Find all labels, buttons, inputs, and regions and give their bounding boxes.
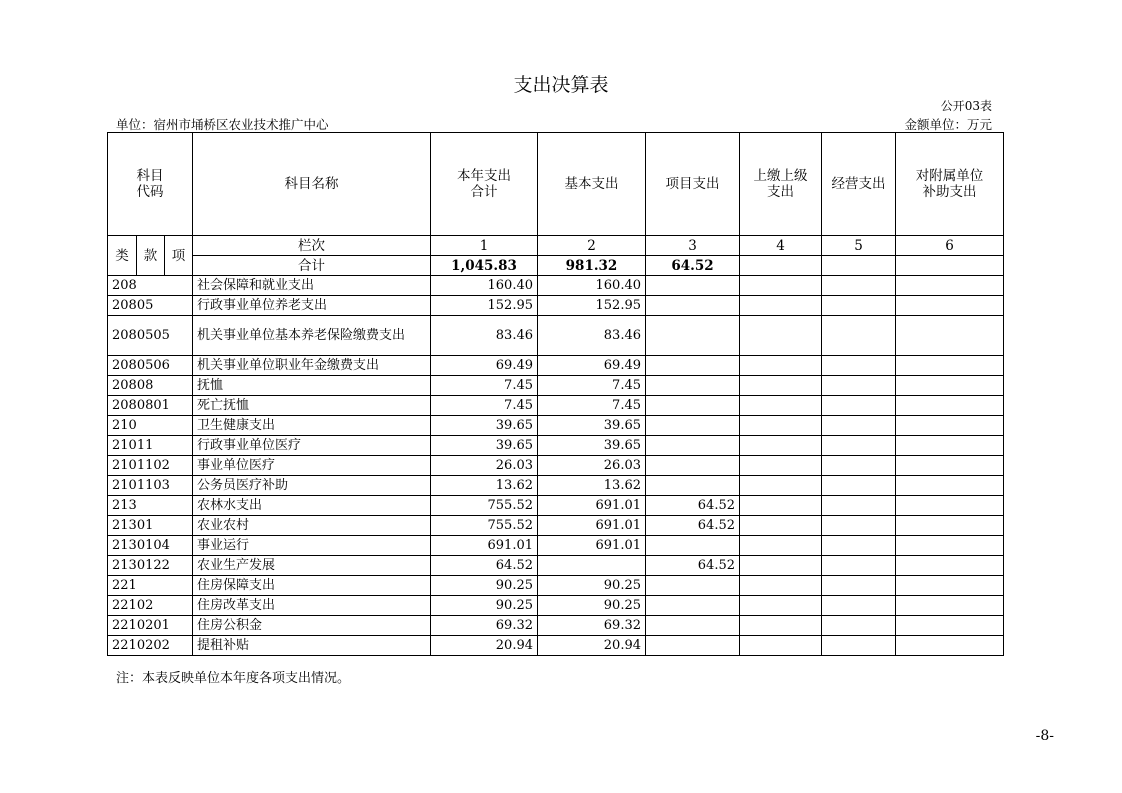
row-name: 公务员医疗补助 bbox=[193, 476, 431, 496]
row-upper bbox=[740, 396, 822, 416]
row-upper bbox=[740, 296, 822, 316]
row-business bbox=[822, 636, 896, 656]
row-subsidy bbox=[896, 296, 1004, 316]
page-number: -8- bbox=[1035, 728, 1054, 744]
row-business bbox=[822, 416, 896, 436]
row-total: 755.52 bbox=[431, 516, 538, 536]
row-name: 机关事业单位基本养老保险缴费支出 bbox=[193, 316, 431, 356]
table-row bbox=[108, 396, 1004, 416]
row-total: 83.46 bbox=[431, 316, 538, 356]
row-name: 农业生产发展 bbox=[193, 556, 431, 576]
table-row bbox=[108, 276, 1004, 296]
header-project: 项目支出 bbox=[646, 133, 740, 236]
row-upper bbox=[740, 436, 822, 456]
row-code: 2080505 bbox=[108, 316, 193, 356]
col-number-6: 6 bbox=[896, 236, 1004, 256]
table-row bbox=[108, 596, 1004, 616]
row-name: 住房公积金 bbox=[193, 616, 431, 636]
row-business bbox=[822, 436, 896, 456]
table-row bbox=[108, 636, 1004, 656]
row-subsidy bbox=[896, 616, 1004, 636]
row-project bbox=[646, 576, 740, 596]
row-basic: 90.25 bbox=[538, 596, 646, 616]
row-upper bbox=[740, 416, 822, 436]
row-upper bbox=[740, 636, 822, 656]
row-code: 21301 bbox=[108, 516, 193, 536]
row-upper bbox=[740, 496, 822, 516]
row-project bbox=[646, 356, 740, 376]
row-basic: 691.01 bbox=[538, 536, 646, 556]
row-upper bbox=[740, 516, 822, 536]
row-name: 事业单位医疗 bbox=[193, 456, 431, 476]
row-name: 事业运行 bbox=[193, 536, 431, 556]
row-project bbox=[646, 636, 740, 656]
expenditure-table bbox=[107, 132, 1004, 656]
table-row bbox=[108, 416, 1004, 436]
header-lei: 类 bbox=[108, 236, 137, 276]
row-basic: 39.65 bbox=[538, 416, 646, 436]
row-basic: 90.25 bbox=[538, 576, 646, 596]
row-total: 20.94 bbox=[431, 636, 538, 656]
row-business bbox=[822, 596, 896, 616]
row-project bbox=[646, 476, 740, 496]
row-upper bbox=[740, 456, 822, 476]
table-row bbox=[108, 576, 1004, 596]
header-code: 科目 代码 bbox=[108, 133, 193, 236]
row-project bbox=[646, 436, 740, 456]
row-total: 13.62 bbox=[431, 476, 538, 496]
row-subsidy bbox=[896, 376, 1004, 396]
row-basic: 152.95 bbox=[538, 296, 646, 316]
row-subsidy bbox=[896, 276, 1004, 296]
header-subsidy: 对附属单位 补助支出 bbox=[896, 133, 1004, 236]
header-basic: 基本支出 bbox=[538, 133, 646, 236]
row-project bbox=[646, 276, 740, 296]
row-code: 2130104 bbox=[108, 536, 193, 556]
row-total: 7.45 bbox=[431, 376, 538, 396]
row-total: 69.49 bbox=[431, 356, 538, 376]
row-basic bbox=[538, 556, 646, 576]
table-note: 注：本表反映单位本年度各项支出情况。 bbox=[116, 671, 351, 686]
row-basic: 7.45 bbox=[538, 376, 646, 396]
row-subsidy bbox=[896, 316, 1004, 356]
row-total: 69.32 bbox=[431, 616, 538, 636]
row-basic: 69.32 bbox=[538, 616, 646, 636]
header-xiang: 项 bbox=[165, 236, 193, 276]
row-upper bbox=[740, 536, 822, 556]
row-subsidy bbox=[896, 496, 1004, 516]
row-business bbox=[822, 556, 896, 576]
table-row bbox=[108, 456, 1004, 476]
row-name: 抚恤 bbox=[193, 376, 431, 396]
row-subsidy bbox=[896, 636, 1004, 656]
row-code: 2080801 bbox=[108, 396, 193, 416]
total-sum: 1,045.83 bbox=[431, 256, 538, 276]
table-row bbox=[108, 356, 1004, 376]
money-unit-label: 金额单位：万元 bbox=[904, 117, 992, 132]
row-business bbox=[822, 496, 896, 516]
col-number-3: 3 bbox=[646, 236, 740, 256]
row-total: 7.45 bbox=[431, 396, 538, 416]
row-name: 行政事业单位医疗 bbox=[193, 436, 431, 456]
row-upper bbox=[740, 276, 822, 296]
row-code: 2101102 bbox=[108, 456, 193, 476]
row-upper bbox=[740, 556, 822, 576]
row-basic: 20.94 bbox=[538, 636, 646, 656]
row-business bbox=[822, 396, 896, 416]
row-subsidy bbox=[896, 476, 1004, 496]
table-row bbox=[108, 516, 1004, 536]
row-total: 160.40 bbox=[431, 276, 538, 296]
row-subsidy bbox=[896, 396, 1004, 416]
row-project bbox=[646, 376, 740, 396]
col-number-1: 1 bbox=[431, 236, 538, 256]
row-project bbox=[646, 456, 740, 476]
row-code: 2130122 bbox=[108, 556, 193, 576]
row-basic: 13.62 bbox=[538, 476, 646, 496]
row-subsidy bbox=[896, 456, 1004, 476]
col-number-5: 5 bbox=[822, 236, 896, 256]
total-basic: 981.32 bbox=[538, 256, 646, 276]
row-business bbox=[822, 536, 896, 556]
row-subsidy bbox=[896, 356, 1004, 376]
row-business bbox=[822, 316, 896, 356]
page-title: 支出决算表 bbox=[513, 74, 609, 96]
unit-label: 单位：宿州市埇桥区农业技术推广中心 bbox=[116, 117, 329, 132]
row-business bbox=[822, 576, 896, 596]
row-code: 20808 bbox=[108, 376, 193, 396]
row-total: 691.01 bbox=[431, 536, 538, 556]
total-project: 64.52 bbox=[646, 256, 740, 276]
table-row bbox=[108, 436, 1004, 456]
row-business bbox=[822, 356, 896, 376]
row-subsidy bbox=[896, 596, 1004, 616]
row-basic: 691.01 bbox=[538, 516, 646, 536]
header-upper: 上缴上级 支出 bbox=[740, 133, 822, 236]
table-row bbox=[108, 376, 1004, 396]
total-upper bbox=[740, 256, 822, 276]
row-total: 39.65 bbox=[431, 416, 538, 436]
row-subsidy bbox=[896, 536, 1004, 556]
col-number-2: 2 bbox=[538, 236, 646, 256]
row-code: 221 bbox=[108, 576, 193, 596]
row-code: 21011 bbox=[108, 436, 193, 456]
table-row bbox=[108, 296, 1004, 316]
col-number-4: 4 bbox=[740, 236, 822, 256]
total-label: 合计 bbox=[193, 256, 431, 276]
row-business bbox=[822, 516, 896, 536]
header-total: 本年支出 合计 bbox=[431, 133, 538, 236]
row-business bbox=[822, 376, 896, 396]
table-row bbox=[108, 616, 1004, 636]
row-project bbox=[646, 396, 740, 416]
row-project bbox=[646, 536, 740, 556]
row-business bbox=[822, 296, 896, 316]
row-upper bbox=[740, 316, 822, 356]
row-basic: 691.01 bbox=[538, 496, 646, 516]
row-upper bbox=[740, 376, 822, 396]
row-basic: 83.46 bbox=[538, 316, 646, 356]
row-name: 行政事业单位养老支出 bbox=[193, 296, 431, 316]
row-total: 64.52 bbox=[431, 556, 538, 576]
row-project bbox=[646, 296, 740, 316]
row-business bbox=[822, 456, 896, 476]
row-basic: 69.49 bbox=[538, 356, 646, 376]
row-basic: 26.03 bbox=[538, 456, 646, 476]
table-row bbox=[108, 556, 1004, 576]
row-project: 64.52 bbox=[646, 556, 740, 576]
row-code: 210 bbox=[108, 416, 193, 436]
row-upper bbox=[740, 596, 822, 616]
row-basic: 7.45 bbox=[538, 396, 646, 416]
row-basic: 160.40 bbox=[538, 276, 646, 296]
row-basic: 39.65 bbox=[538, 436, 646, 456]
row-total: 755.52 bbox=[431, 496, 538, 516]
row-project bbox=[646, 596, 740, 616]
total-business bbox=[822, 256, 896, 276]
row-name: 卫生健康支出 bbox=[193, 416, 431, 436]
row-code: 208 bbox=[108, 276, 193, 296]
row-subsidy bbox=[896, 576, 1004, 596]
total-subsidy bbox=[896, 256, 1004, 276]
row-upper bbox=[740, 476, 822, 496]
row-code: 2210202 bbox=[108, 636, 193, 656]
row-upper bbox=[740, 616, 822, 636]
table-row bbox=[108, 496, 1004, 516]
header-lanci: 栏次 bbox=[193, 236, 431, 256]
header-kuan: 款 bbox=[137, 236, 165, 276]
row-business bbox=[822, 476, 896, 496]
row-name: 机关事业单位职业年金缴费支出 bbox=[193, 356, 431, 376]
row-project: 64.52 bbox=[646, 516, 740, 536]
row-project bbox=[646, 316, 740, 356]
row-subsidy bbox=[896, 436, 1004, 456]
row-project: 64.52 bbox=[646, 496, 740, 516]
row-code: 213 bbox=[108, 496, 193, 516]
row-subsidy bbox=[896, 416, 1004, 436]
row-name: 住房改革支出 bbox=[193, 596, 431, 616]
row-code: 2080506 bbox=[108, 356, 193, 376]
row-code: 22102 bbox=[108, 596, 193, 616]
row-name: 死亡抚恤 bbox=[193, 396, 431, 416]
row-total: 90.25 bbox=[431, 576, 538, 596]
row-name: 住房保障支出 bbox=[193, 576, 431, 596]
table-row bbox=[108, 536, 1004, 556]
row-subsidy bbox=[896, 556, 1004, 576]
row-name: 农林水支出 bbox=[193, 496, 431, 516]
row-total: 26.03 bbox=[431, 456, 538, 476]
row-code: 2210201 bbox=[108, 616, 193, 636]
row-code: 2101103 bbox=[108, 476, 193, 496]
row-name: 提租补贴 bbox=[193, 636, 431, 656]
row-code: 20805 bbox=[108, 296, 193, 316]
row-total: 90.25 bbox=[431, 596, 538, 616]
row-project bbox=[646, 416, 740, 436]
header-name: 科目名称 bbox=[193, 133, 431, 236]
row-total: 152.95 bbox=[431, 296, 538, 316]
form-number: 公开03表 bbox=[940, 99, 992, 113]
row-upper bbox=[740, 576, 822, 596]
row-name: 社会保障和就业支出 bbox=[193, 276, 431, 296]
row-total: 39.65 bbox=[431, 436, 538, 456]
header-business: 经营支出 bbox=[822, 133, 896, 236]
row-name: 农业农村 bbox=[193, 516, 431, 536]
table-row bbox=[108, 316, 1004, 356]
row-business bbox=[822, 616, 896, 636]
row-subsidy bbox=[896, 516, 1004, 536]
row-upper bbox=[740, 356, 822, 376]
row-project bbox=[646, 616, 740, 636]
row-business bbox=[822, 276, 896, 296]
table-row bbox=[108, 476, 1004, 496]
